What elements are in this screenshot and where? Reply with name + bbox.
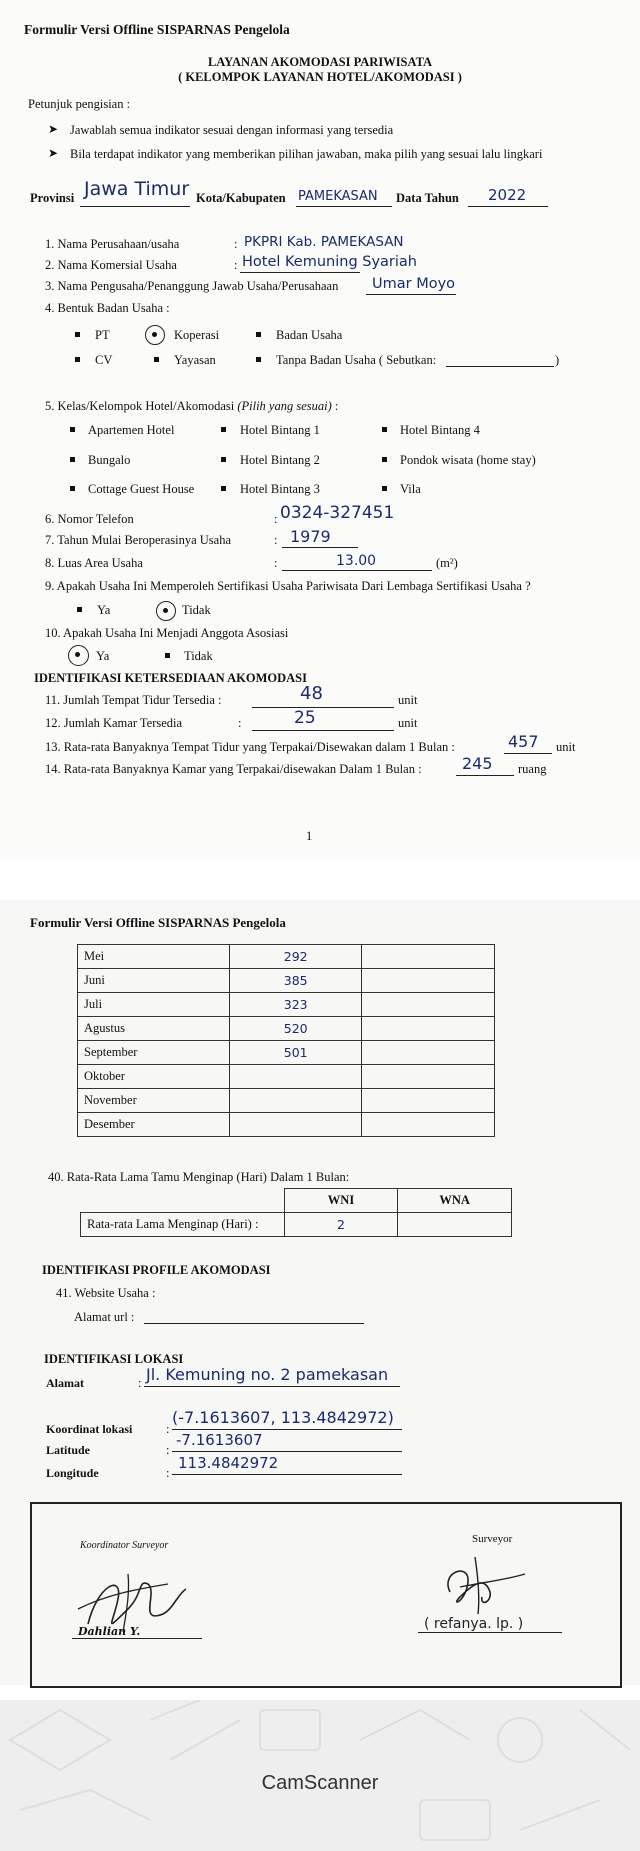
- surveyor-signature: [430, 1552, 540, 1622]
- q5-option[interactable]: Hotel Bintang 2: [240, 453, 320, 467]
- q2-label: 2. Nama Komersial Usaha: [45, 258, 177, 272]
- camscanner-brand: CamScanner: [261, 1772, 379, 1794]
- monthly-table: [77, 944, 495, 1137]
- q8-unit: (m²): [436, 556, 458, 570]
- section-title-lokasi: IDENTIFIKASI LOKASI: [44, 1352, 184, 1366]
- q5-label: 5. Kelas/Kelompok Hotel/Akomodasi: [45, 399, 235, 413]
- bullet-icon: [77, 607, 82, 612]
- bullet-icon: [163, 608, 168, 613]
- form-header: Formulir Versi Offline SISPARNAS Pengelola: [24, 22, 290, 37]
- longitude-label: Longitude: [46, 1466, 99, 1480]
- q8-value[interactable]: 13.00: [336, 553, 377, 569]
- q13-value[interactable]: 457: [508, 732, 539, 751]
- q6-value[interactable]: 0324-327451: [280, 503, 395, 523]
- q9-option-ya[interactable]: Ya: [97, 603, 111, 617]
- kota-value[interactable]: PAMEKASAN: [298, 189, 378, 204]
- q12-value[interactable]: 25: [294, 708, 316, 728]
- section-title-ketersediaan: IDENTIFIKASI KETERSEDIAAN AKOMODASI: [34, 671, 307, 685]
- q3-value[interactable]: Umar Moyo: [372, 276, 456, 292]
- form-page-1: Formulir Versi Offline SISPARNAS Pengelola LAYANAN AKOMODASI PARIWISATA ( KELOMPOK LAYANAN HOTEL/AKOMODASI ) Petunjuk pengisian : ➤ Jawablah semua indikator sesuai dengan informasi yang tersedia ➤ Bila terdapat indikator yang memberikan pilihan jawaban, maka pilih yang sesuai lalu lingkari Provinsi Jawa Timur Kota/Kabupaten PAMEKASAN Data Tahun 2022 1. Nama Perusahaan/usaha : PKPRI Kab. PAMEKASAN 2. Nama Komersial Usaha : Hotel Kemuning Syariah 3. Nama Pengusaha/Penanggung Jawab Usaha/Perusahaan Umar Moyo 4. Bentuk Badan Usaha : PT Koperasi Badan Usaha CV Yayasan Tanpa Badan Usaha ( Sebutkan: ) 5. Kelas/Kelompok Hotel/Akomodasi (Pilih yang sesuai) : Apartemen Hotel Hotel Bintang 1 Hotel Bintang 4 Bungalo Hotel Bintang 2 Pondok wisata (home stay) Cottage Guest House Hotel Bintang 3 Vila 6. Nomor Telefon : 0324-327451 7. Tahun Mulai Beroperasinya Usaha : 1979 8. Luas Area Usaha : 13.00 (m²) 9. Apakah Usaha Ini Memperoleh Sertifikasi Usaha Pariwisata Dari Lembaga Sertifikasi Usaha ? Ya Tidak 10. Apakah Usaha Ini Menjadi Anggota Asosiasi Ya Tidak IDENTIFIKASI KETERSEDIAAN AKOMODASI 11. Jumlah Tempat Tidur Tersedia : 48 unit 12. Jumlah Kamar Tersedia : 25 unit 13. Rata-rata Banyaknya Tempat Tidur yang Terpakai/Disewakan dalam 1 Bulan : 457 unit 14. Rata-rata Banyaknya Kamar yang Terpakai/disewakan Dalam 1 Bulan : 245 ruang 1: [0, 0, 640, 860]
- bullet-icon: [154, 357, 159, 362]
- surveyor-name: ( refanya. lp. ): [424, 1616, 524, 1632]
- q6-label: 6. Nomor Telefon: [45, 512, 134, 526]
- q10-option-ya[interactable]: Ya: [96, 649, 110, 663]
- q5-option[interactable]: Pondok wisata (home stay): [400, 453, 536, 467]
- surveyor-label: Surveyor: [472, 1533, 513, 1545]
- q4-option-yayasan[interactable]: Yayasan: [174, 353, 216, 367]
- q5-option[interactable]: Bungalo: [88, 453, 131, 467]
- q14-label: 14. Rata-rata Banyaknya Kamar yang Terpakai/disewakan Dalam 1 Bulan :: [45, 762, 422, 776]
- table-row: Juli 323: [78, 993, 495, 1017]
- koordinat-label: Koordinat lokasi: [46, 1422, 133, 1436]
- table-row: Desember: [78, 1113, 495, 1137]
- q14-value[interactable]: 245: [462, 754, 493, 773]
- q5-hint: (Pilih yang sesuai): [237, 399, 332, 413]
- q12-label: 12. Jumlah Kamar Tersedia: [45, 716, 183, 730]
- signature-box: [30, 1502, 622, 1688]
- q4-label: 4. Bentuk Badan Usaha :: [45, 301, 170, 315]
- q1-value[interactable]: PKPRI Kab. PAMEKASAN: [244, 234, 404, 250]
- form-title: LAYANAN AKOMODASI PARIWISATA: [207, 55, 433, 69]
- latitude-value[interactable]: -7.1613607: [176, 1431, 263, 1449]
- q5-option[interactable]: Hotel Bintang 4: [400, 423, 480, 437]
- q40-table: [80, 1188, 512, 1237]
- bullet-icon: [75, 357, 80, 362]
- q14-unit: ruang: [518, 762, 547, 776]
- q11-label: 11. Jumlah Tempat Tidur Tersedia :: [45, 693, 222, 707]
- instruction-2: Bila terdapat indikator yang memberikan pilihan jawaban, maka pilih yang sesuai lalu lingkari: [70, 147, 543, 161]
- bullet-icon: [70, 427, 75, 432]
- q13-unit: unit: [556, 740, 576, 754]
- provinsi-label: Provinsi: [30, 191, 75, 205]
- tahun-value[interactable]: 2022: [488, 186, 527, 204]
- q9-label: 9. Apakah Usaha Ini Memperoleh Sertifikasi Usaha Pariwisata Dari Lembaga Sertifikasi Usaha ?: [45, 579, 531, 593]
- koordinat-value[interactable]: (-7.1613607, 113.4842972): [172, 1408, 394, 1427]
- bullet-icon: [382, 486, 387, 491]
- bullet-icon: [70, 457, 75, 462]
- bullet-icon: [256, 332, 261, 337]
- alamat-label: Alamat: [46, 1376, 84, 1390]
- table-row: Juni 385: [78, 969, 495, 993]
- q5-option[interactable]: Hotel Bintang 1: [240, 423, 320, 437]
- bullet-icon: [75, 332, 80, 337]
- bullet-icon: [382, 427, 387, 432]
- q13-label: 13. Rata-rata Banyaknya Tempat Tidur yang Terpakai/Disewakan dalam 1 Bulan :: [45, 740, 455, 754]
- instruction-1: Jawablah semua indikator sesuai dengan informasi yang tersedia: [70, 123, 394, 137]
- bullet-icon: [382, 457, 387, 462]
- q5-option[interactable]: Hotel Bintang 3: [240, 482, 320, 496]
- tahun-label: Data Tahun: [396, 191, 459, 205]
- page-number: 1: [306, 829, 313, 843]
- bullet-icon: [256, 357, 261, 362]
- q5-option[interactable]: Apartemen Hotel: [88, 423, 175, 437]
- longitude-value[interactable]: 113.4842972: [178, 1454, 279, 1472]
- bullet-icon: [70, 486, 75, 491]
- alamat-value[interactable]: Jl. Kemuning no. 2 pamekasan: [146, 1365, 389, 1384]
- table-row: Agustus 520: [78, 1017, 495, 1041]
- table-row: September 501: [78, 1041, 495, 1065]
- q4-option-cv[interactable]: CV: [95, 353, 113, 367]
- q41-label: 41. Website Usaha :: [56, 1286, 156, 1300]
- section-title-profile: IDENTIFIKASI PROFILE AKOMODASI: [42, 1263, 271, 1277]
- koordinator-name: Dahlian Y.: [78, 1625, 141, 1638]
- latitude-label: Latitude: [46, 1443, 91, 1457]
- url-label: Alamat url :: [74, 1310, 135, 1324]
- table-row: November: [78, 1089, 495, 1113]
- table-row: Rata-rata Lama Menginap (Hari) : 2: [81, 1213, 512, 1237]
- q1-label: 1. Nama Perusahaan/usaha: [45, 237, 180, 251]
- q4-option-koperasi[interactable]: Koperasi: [174, 328, 220, 342]
- q11-unit: unit: [398, 693, 418, 707]
- q8-label: 8. Luas Area Usaha: [45, 556, 143, 570]
- q2-value[interactable]: Hotel Kemuning Syariah: [242, 254, 417, 270]
- q5-option[interactable]: Cottage Guest House: [88, 482, 195, 496]
- instructions-label: Petunjuk pengisian :: [28, 97, 131, 111]
- q9-option-tidak[interactable]: Tidak: [182, 603, 211, 617]
- q4-option-pt[interactable]: PT: [95, 328, 110, 342]
- bullet-icon: [221, 427, 226, 432]
- koordinator-label: Koordinator Surveyor: [80, 1540, 169, 1551]
- q4-option-badan-usaha[interactable]: Badan Usaha: [276, 328, 343, 342]
- bullet-icon: [152, 332, 157, 337]
- q7-value[interactable]: 1979: [290, 527, 331, 546]
- q3-label: 3. Nama Pengusaha/Penanggung Jawab Usaha/Perusahaan: [45, 279, 339, 293]
- q7-label: 7. Tahun Mulai Beroperasinya Usaha: [45, 533, 231, 547]
- table-row: WNI WNA: [81, 1189, 512, 1213]
- arrow-icon: ➤: [48, 146, 59, 160]
- bullet-icon: [75, 652, 80, 657]
- bullet-icon: [221, 486, 226, 491]
- provinsi-value[interactable]: Jawa Timur: [84, 178, 190, 200]
- kota-label: Kota/Kabupaten: [196, 191, 286, 205]
- q12-unit: unit: [398, 716, 418, 730]
- arrow-icon: ➤: [48, 122, 59, 136]
- q11-value[interactable]: 48: [300, 683, 323, 704]
- q10-label: 10. Apakah Usaha Ini Menjadi Anggota Asosiasi: [45, 626, 289, 640]
- q40-label: 40. Rata-Rata Lama Tamu Menginap (Hari) Dalam 1 Bulan:: [48, 1170, 350, 1184]
- form-subtitle: ( KELOMPOK LAYANAN HOTEL/AKOMODASI ): [178, 70, 462, 84]
- table-row: Oktober: [78, 1065, 495, 1089]
- bullet-icon: [221, 457, 226, 462]
- bullet-icon: [165, 653, 170, 658]
- q4-option-tanpa-badan-usaha[interactable]: Tanpa Badan Usaha ( Sebutkan:: [276, 353, 437, 367]
- q5-option[interactable]: Vila: [400, 482, 421, 496]
- table-row: Mei 292: [78, 945, 495, 969]
- q10-option-tidak[interactable]: Tidak: [184, 649, 213, 663]
- form-header-page2: Formulir Versi Offline SISPARNAS Pengelola: [30, 915, 286, 930]
